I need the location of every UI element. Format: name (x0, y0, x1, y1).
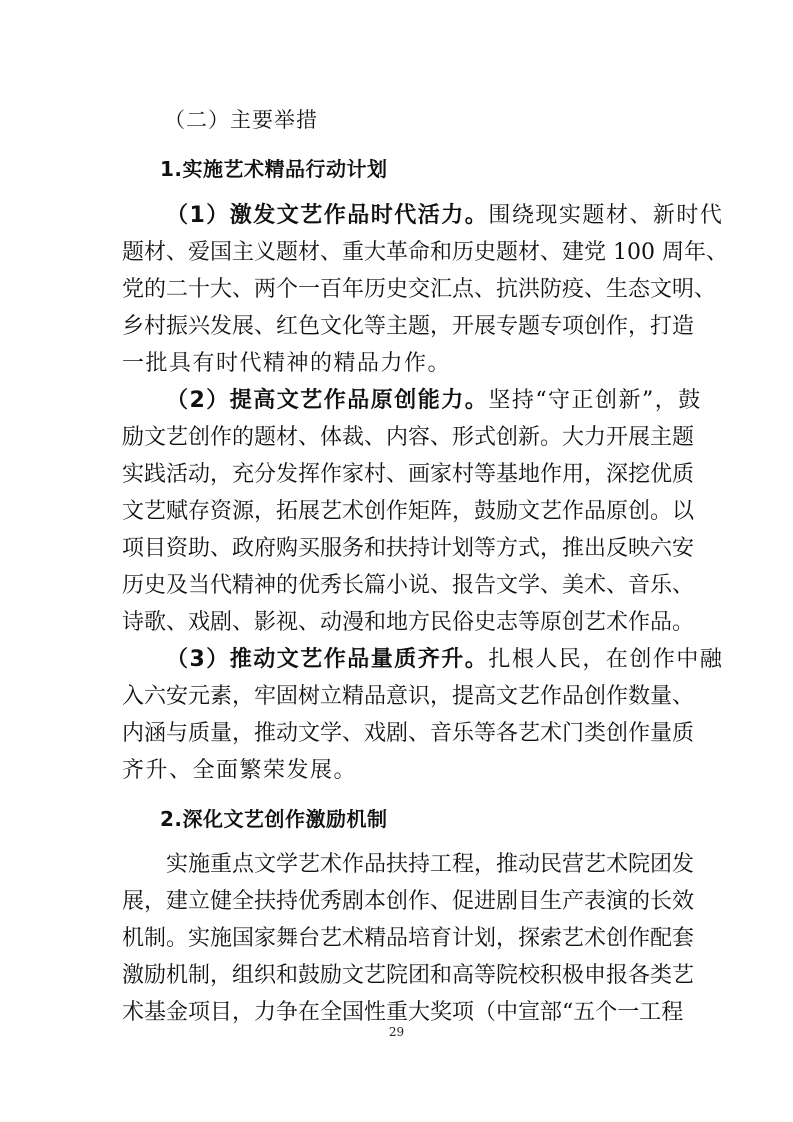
paragraph-4-first-line: 实施重点文学艺术作品扶持工程，推动民营艺术院团发 (166, 852, 695, 877)
paragraph-3-line: 齐升、全面繁荣发展。 (122, 758, 358, 783)
section-heading: （二）主要举措 (164, 108, 318, 132)
paragraph-2-line: 历史及当代精神的优秀长篇小说、报告文学、美术、音乐、 (122, 573, 695, 598)
paragraph-1-lead-rest: 围绕现实题材、新时代 (488, 203, 724, 228)
paragraph-4-line: 术基金项目，力争在全国性重大奖项（中宣部“五个一工程 (122, 1000, 684, 1025)
paragraph-2-line: 诗歌、戏剧、影视、动漫和地方民俗史志等原创艺术作品。 (122, 610, 695, 635)
paragraph-1-lead: （1）激发文艺作品时代活力。 (166, 203, 489, 228)
paragraph-2-lead: （2）提高文艺作品原创能力。 (166, 388, 489, 413)
paragraph-2-line: 实践活动，充分发挥作家村、画家村等基地作用，深挖优质 (122, 462, 695, 487)
paragraph-3-lead: （3）推动文艺作品量质齐升。 (166, 647, 489, 672)
paragraph-4-line: 机制。实施国家舞台艺术精品培育计划，探索艺术创作配套 (122, 926, 695, 951)
paragraph-2-lead-rest: 坚持“守正创新”，鼓 (488, 388, 702, 413)
page-number: 29 (388, 1025, 405, 1039)
subsection-heading-1: 1.实施艺术精品行动计划 (160, 157, 388, 181)
paragraph-4-line: 展，建立健全扶持优秀剧本创作、促进剧目生产表演的长效 (122, 889, 695, 914)
paragraph-4-line: 激励机制，组织和鼓励文艺院团和高等院校积极申报各类艺 (122, 963, 695, 988)
paragraph-3-line: 内涵与质量，推动文学、戏剧、音乐等各艺术门类创作量质 (122, 721, 695, 746)
paragraph-3-first-line (166, 641, 724, 679)
paragraph-1-line: 一批具有时代精神的精品力作。 (122, 351, 452, 376)
paragraph-2-first-line (166, 382, 702, 420)
subsection-heading-2: 2.深化文艺创作激励机制 (160, 807, 388, 831)
paragraph-1-line: 乡村振兴发展、红色文化等主题，开展专题专项创作，打造 (122, 314, 695, 339)
paragraph-3-lead-rest: 扎根人民，在创作中融 (488, 647, 724, 672)
paragraph-1-line: 党的二十大、两个一百年历史交汇点、抗洪防疫、生态文明、 (122, 277, 717, 302)
paragraph-2-line: 文艺赋存资源，拓展艺术创作矩阵，鼓励文艺作品原创。以 (122, 499, 695, 524)
paragraph-2-line: 项目资助、政府购买服务和扶持计划等方式，推出反映六安 (122, 536, 695, 561)
paragraph-1-line: 题材、爱国主义题材、重大革命和历史题材、建党 100 周年、 (122, 240, 728, 265)
paragraph-2-line: 励文艺创作的题材、体裁、内容、形式创新。大力开展主题 (122, 425, 695, 450)
paragraph-1-first-line (166, 197, 724, 235)
paragraph-3-line: 入六安元素，牢固树立精品意识，提高文艺作品创作数量、 (122, 684, 695, 709)
